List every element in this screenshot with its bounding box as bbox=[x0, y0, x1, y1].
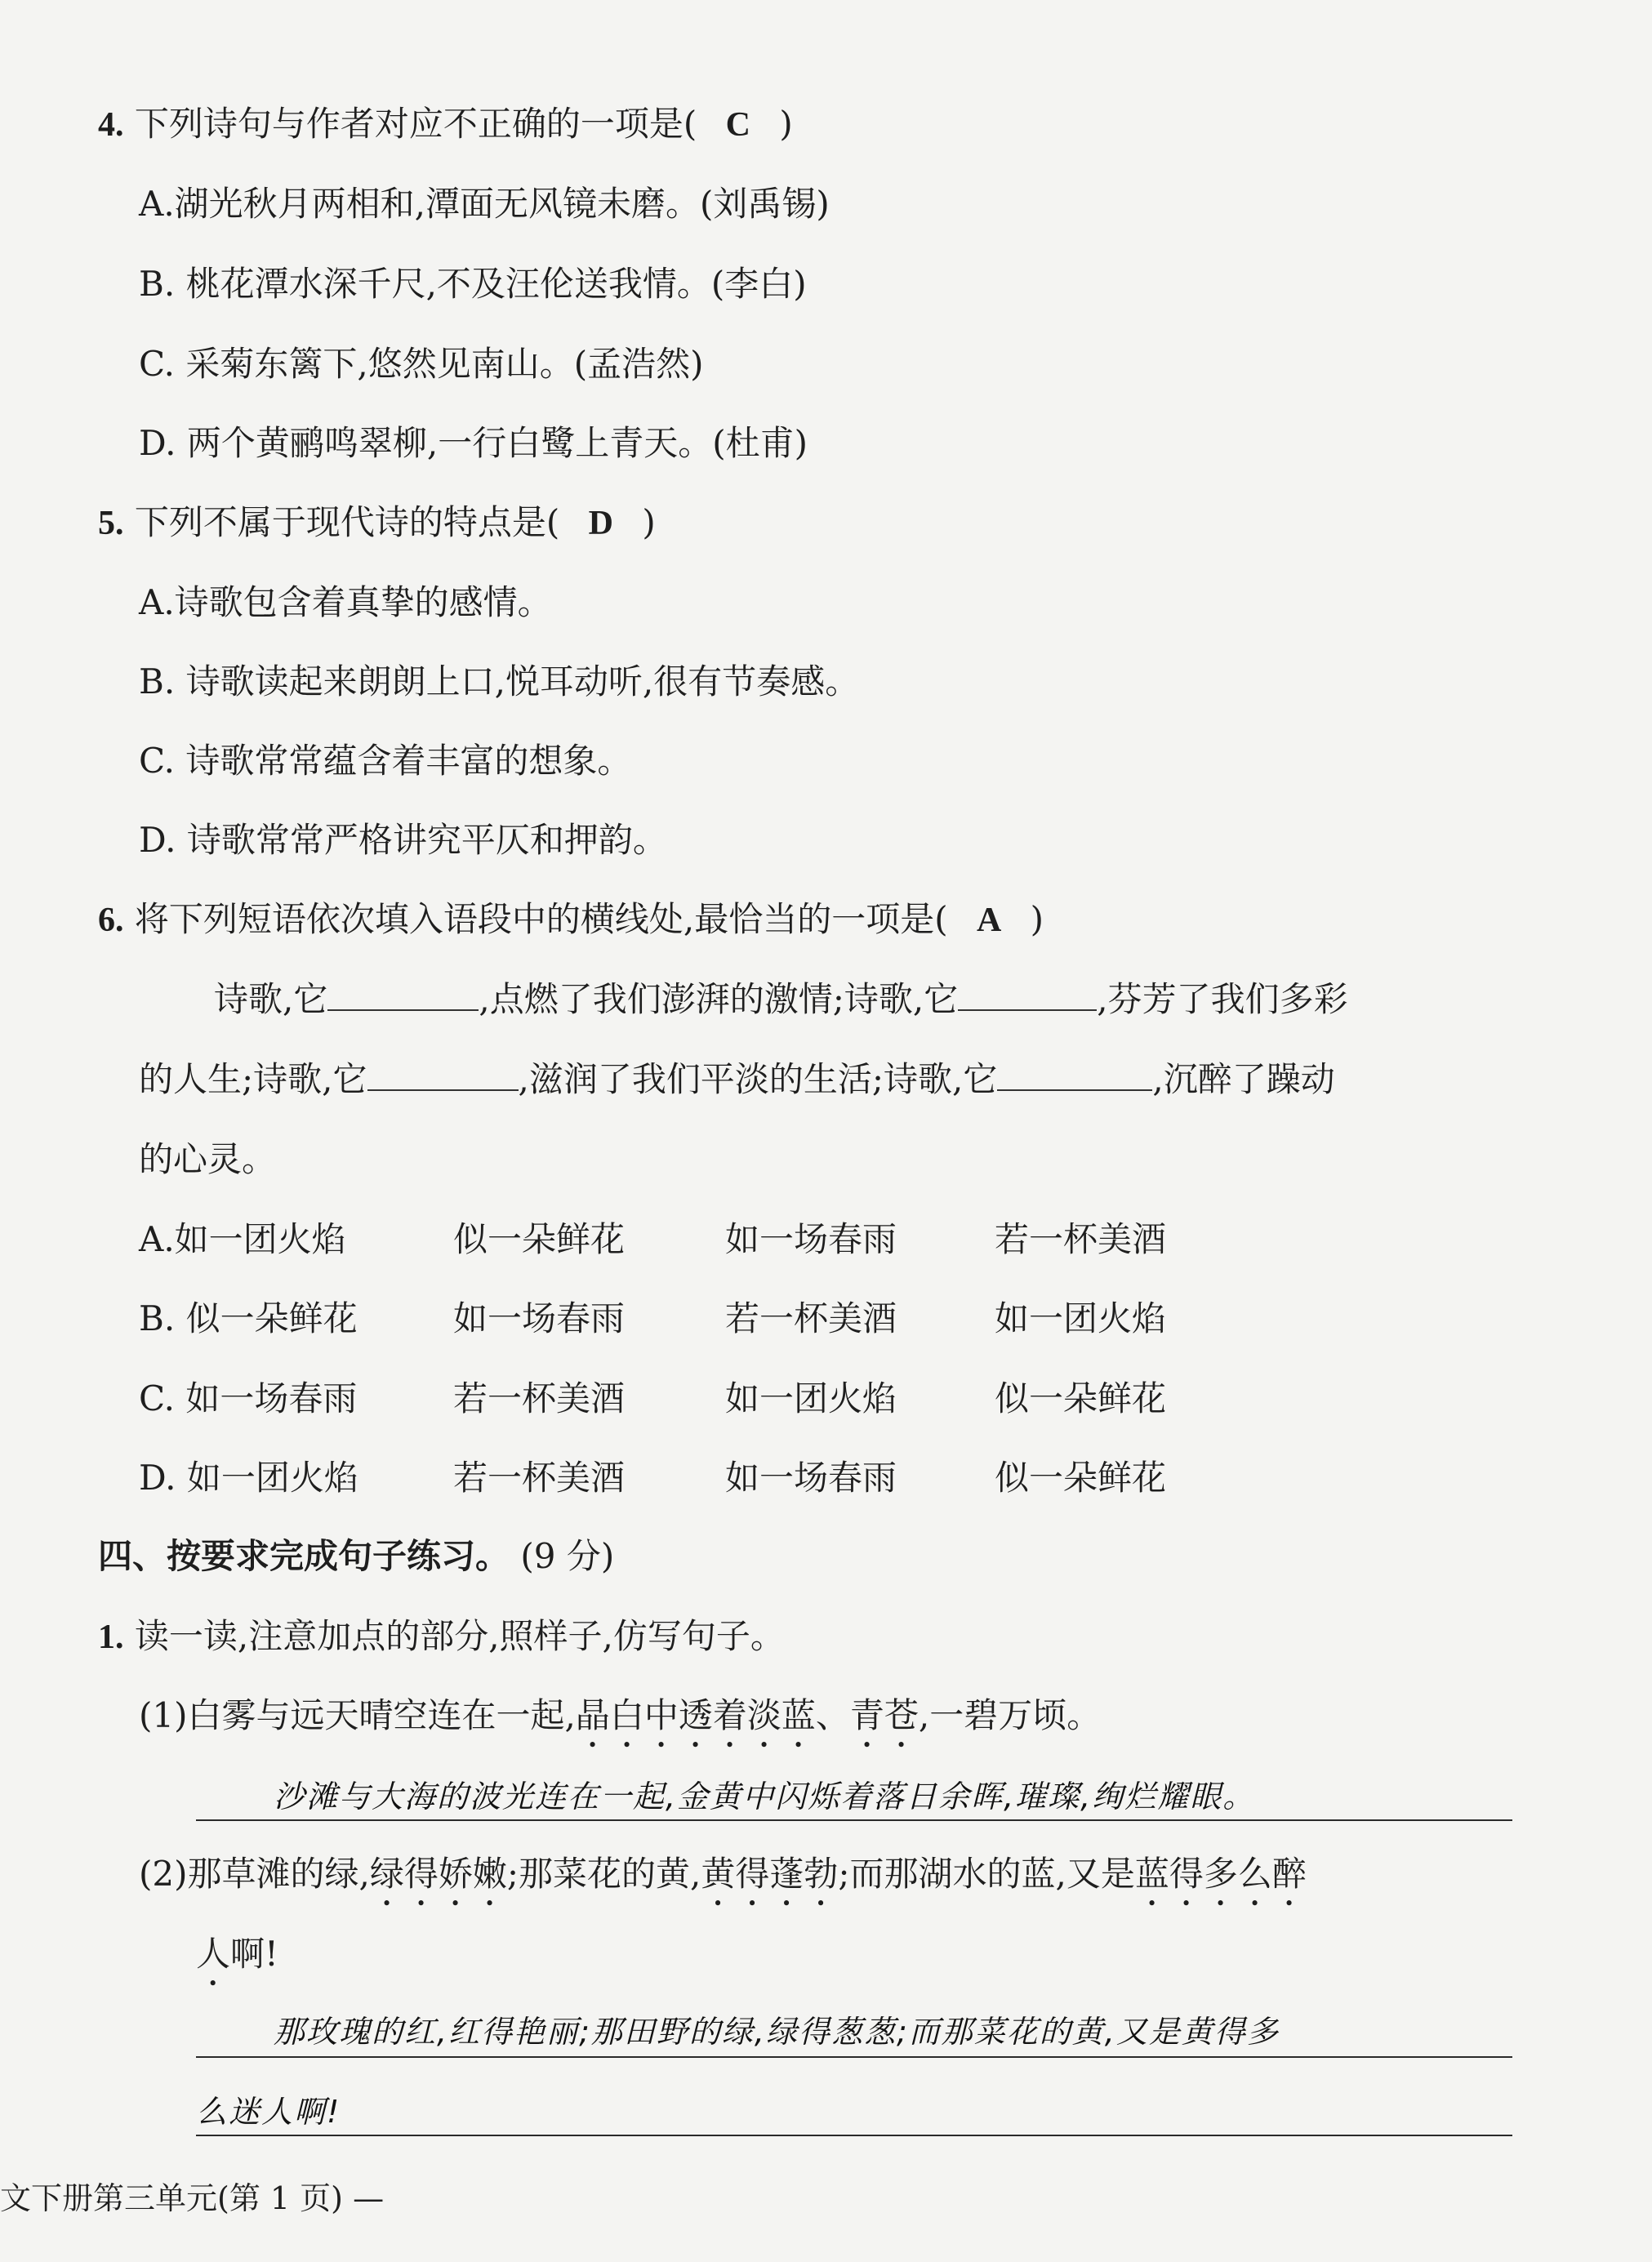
q5-option-c: C. 诗歌常常蕴含着丰富的想象。 bbox=[139, 741, 632, 781]
section-4-heading bbox=[98, 1534, 614, 1579]
q6-option-b-1: B. 似一朵鲜花 bbox=[139, 1298, 358, 1338]
sentence-text: 啊! bbox=[230, 1934, 278, 1974]
q5-number: 5. bbox=[98, 505, 124, 542]
q4-close: ) bbox=[779, 104, 793, 144]
fill-blank bbox=[997, 1058, 1152, 1091]
passage-text: ,沉醉了躁动 bbox=[1152, 1059, 1335, 1099]
sentence-text: (1)白雾与远天晴空连在一起, bbox=[139, 1695, 576, 1735]
s1-stem-text: 读一读,注意加点的部分,照样子,仿写句子。 bbox=[134, 1616, 785, 1656]
q6-option-d-4: 似一朵鲜花 bbox=[995, 1458, 1167, 1498]
s1-p1-handwritten-answer: 沙滩与大海的波光连在一起,金黄中闪烁着落日余晖,璀璨,绚烂耀眼。 bbox=[274, 1779, 1256, 1814]
passage-text: ,芬芳了我们多彩 bbox=[1097, 979, 1348, 1019]
q6-option-d-1: D. 如一团火焰 bbox=[139, 1458, 358, 1498]
s1-p2-handwritten-answer-1: 那玫瑰的红,红得艳丽;那田野的绿,绿得葱葱;而那菜花的黄,又是黄得多 bbox=[274, 2014, 1280, 2050]
q5-answer: D bbox=[588, 505, 613, 542]
sentence-text: ;那菜花的黄, bbox=[506, 1854, 701, 1894]
dotted-phrase: 晶白中透着淡蓝、青苍 bbox=[575, 1695, 919, 1735]
s1-stem bbox=[98, 1614, 785, 1660]
answer-line bbox=[196, 2135, 1512, 2136]
q6-stem bbox=[98, 897, 1044, 943]
q6-option-b-4: 如一团火焰 bbox=[995, 1298, 1167, 1338]
fill-blank bbox=[327, 978, 479, 1011]
sentence-text: ;而那湖水的蓝,又是 bbox=[838, 1854, 1135, 1894]
q4-number: 4. bbox=[98, 106, 124, 144]
passage-text: 诗歌,它 bbox=[214, 979, 328, 1019]
q4-answer: C bbox=[725, 106, 750, 144]
s1-p2-sentence-line-1 bbox=[139, 1851, 1307, 1913]
answer-line bbox=[196, 2056, 1512, 2058]
page-footer: 文下册第三单元(第 1 页) — bbox=[0, 2180, 385, 2216]
q6-number: 6. bbox=[98, 902, 124, 939]
q6-stem-text: 将下列短语依次填入语段中的横线处,最恰当的一项是( bbox=[134, 899, 948, 939]
passage-text: 的人生;诗歌,它 bbox=[139, 1059, 367, 1099]
q6-option-c-2: 若一杯美酒 bbox=[453, 1378, 626, 1418]
q6-option-a-4: 若一杯美酒 bbox=[995, 1219, 1167, 1259]
q6-passage-line-3: 的心灵。 bbox=[139, 1139, 277, 1179]
sentence-text: ,一碧万顷。 bbox=[918, 1695, 1102, 1735]
section-score: (9 分) bbox=[520, 1536, 615, 1576]
q4-option-c: C. 采菊东篱下,悠然见南山。(孟浩然) bbox=[139, 344, 704, 384]
dotted-phrase: 绿得娇嫩 bbox=[369, 1854, 507, 1894]
q6-option-b-3: 若一杯美酒 bbox=[725, 1298, 897, 1338]
s1-p1-sentence bbox=[139, 1693, 1101, 1755]
fill-blank bbox=[958, 978, 1097, 1011]
q6-option-a-2: 似一朵鲜花 bbox=[453, 1219, 626, 1259]
q4-stem-text: 下列诗句与作者对应不正确的一项是( bbox=[134, 104, 697, 144]
q4-stem bbox=[98, 101, 793, 148]
q6-close: ) bbox=[1030, 899, 1044, 939]
q5-option-d: D. 诗歌常常严格讲究平仄和押韵。 bbox=[139, 820, 667, 860]
q5-option-a: A.诗歌包含着真挚的感情。 bbox=[139, 582, 552, 622]
q5-stem bbox=[98, 500, 656, 546]
q6-option-c-3: 如一团火焰 bbox=[725, 1378, 897, 1418]
q6-passage-line-2 bbox=[139, 1057, 1335, 1102]
dotted-phrase: 人 bbox=[196, 1934, 231, 1974]
q4-option-d: D. 两个黄鹂鸣翠柳,一行白鹭上青天。(杜甫) bbox=[139, 423, 808, 463]
q6-option-b-2: 如一场春雨 bbox=[453, 1298, 626, 1338]
fill-blank bbox=[367, 1058, 519, 1091]
q4-option-b: B. 桃花潭水深千尺,不及汪伦送我情。(李白) bbox=[139, 264, 807, 304]
passage-text: ,点燃了我们澎湃的激情;诗歌,它 bbox=[479, 979, 959, 1019]
q5-option-b: B. 诗歌读起来朗朗上口,悦耳动听,很有节奏感。 bbox=[139, 661, 860, 701]
q6-option-c-1: C. 如一场春雨 bbox=[139, 1378, 358, 1418]
sentence-text: (2)那草滩的绿, bbox=[139, 1854, 370, 1894]
q6-option-a-3: 如一场春雨 bbox=[725, 1219, 897, 1259]
q5-stem-text: 下列不属于现代诗的特点是( bbox=[134, 502, 560, 542]
answer-line bbox=[196, 1819, 1512, 1821]
section-title: 四、按要求完成句子练习。 bbox=[98, 1536, 510, 1576]
s1-p2-sentence-line-2 bbox=[196, 1931, 278, 1993]
q6-option-d-3: 如一场春雨 bbox=[725, 1458, 897, 1498]
q5-close: ) bbox=[642, 502, 656, 542]
passage-text: ,滋润了我们平淡的生活;诗歌,它 bbox=[518, 1059, 998, 1099]
q6-answer: A bbox=[976, 902, 1002, 939]
q6-option-a-1: A.如一团火焰 bbox=[139, 1219, 346, 1259]
s1-number: 1. bbox=[98, 1619, 124, 1656]
dotted-phrase: 黄得蓬勃 bbox=[701, 1854, 839, 1894]
q6-option-d-2: 若一杯美酒 bbox=[453, 1458, 626, 1498]
q6-passage-line-1 bbox=[214, 977, 1348, 1022]
q4-option-a: A.湖光秋月两相和,潭面无风镜未磨。(刘禹锡) bbox=[139, 184, 830, 224]
s1-p2-handwritten-answer-2: 么迷人啊! bbox=[196, 2094, 341, 2130]
q6-option-c-4: 似一朵鲜花 bbox=[995, 1378, 1167, 1418]
dotted-phrase: 蓝得多么醉 bbox=[1134, 1854, 1307, 1894]
